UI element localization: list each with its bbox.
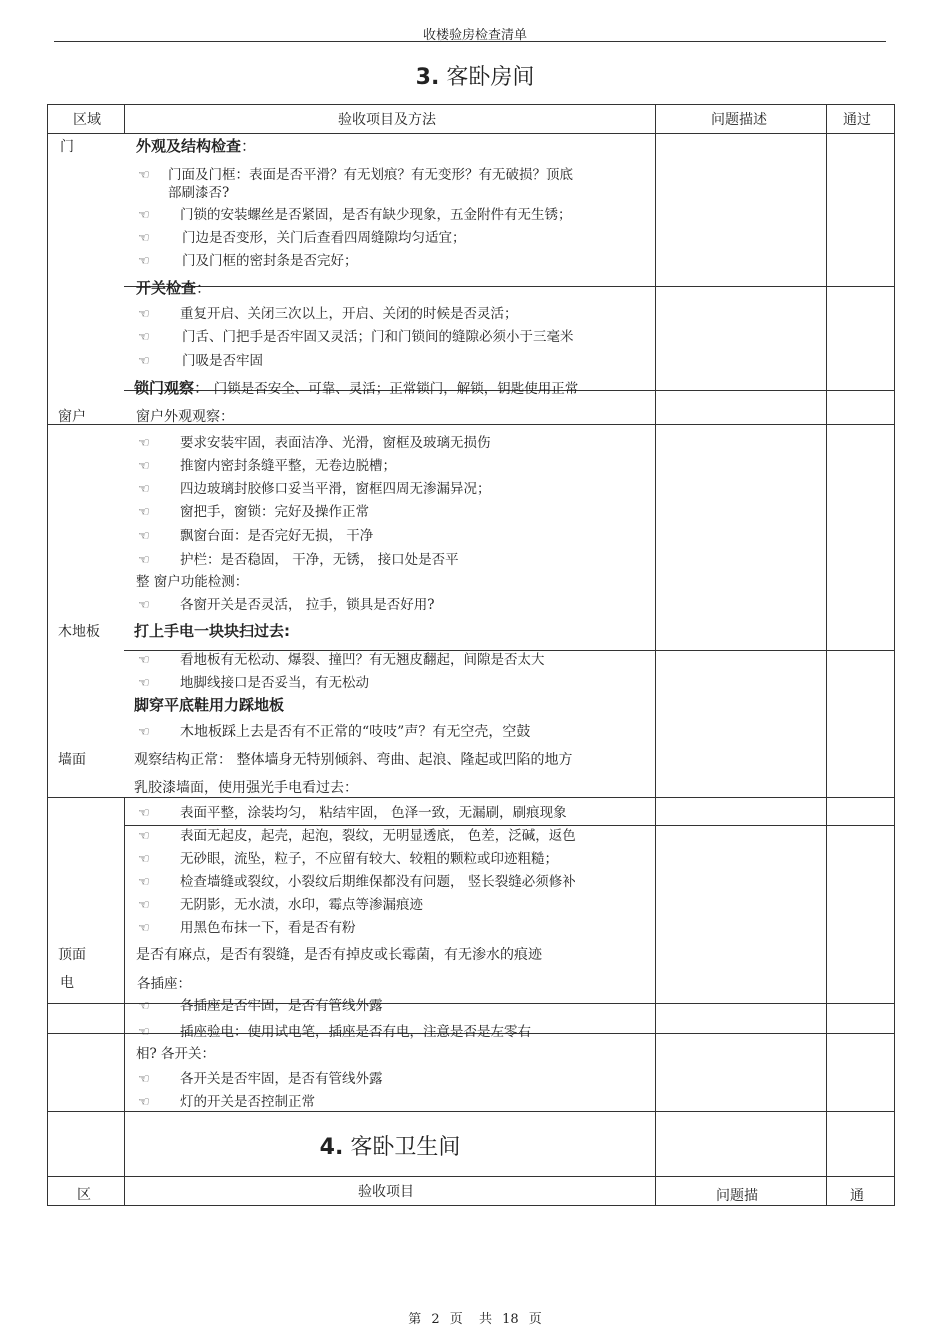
hand-pointing-icon: ☜ [138,898,150,913]
hand-pointing-icon: ☜ [138,168,150,183]
hand-pointing-icon: ☜ [138,436,150,451]
s4-col-header-issue: 问题描 [716,1188,758,1204]
header-rule [54,41,886,42]
wall-item-4: ☜ 检查墙缝或裂纹，小裂纹后期维保都没有问题， 竖长裂缝必须修补 [138,874,576,890]
wall-item-1: ☜ 表面平整，涂装均匀， 粘结牢固， 色泽一致，无漏刷，刷痕现象 [138,805,567,821]
hand-pointing-icon: ☜ [138,852,150,867]
hand-pointing-icon: ☜ [138,829,150,844]
window-item-5: ☜ 飘窗台面：是否完好无损， 干净 [138,528,374,544]
hand-pointing-icon: ☜ [138,1095,150,1110]
hand-pointing-icon: ☜ [138,307,150,322]
window-head: 窗户外观观察： [136,409,234,425]
door-item-4: ☜ 门及门框的密封条是否完好； [138,253,358,269]
door-item-1: ☜ 门面及门框：表面是否平滑？有无划痕？有无变形？有无破损？顶底 [138,167,573,183]
hand-pointing-icon: ☜ [138,330,150,345]
floor-item-2: ☜ 地脚线接口是否妥当，有无松动 [138,675,369,691]
wall-line-2: 乳胶漆墙面，使用强光手电看过去： [134,780,358,796]
page-footer: 第 2 页 共 18 页 [408,1312,542,1327]
window-func-item-1: ☜ 各窗开关是否灵活， 拉手，锁具是否好用? [138,597,435,613]
area-label-floor: 木地板 [58,624,100,640]
wall-item-6: ☜ 用黑色布抹一下，看是否有粉 [138,920,356,936]
door-switch-item-3: ☜ 门吸是否牢固 [138,353,263,369]
area-label-electric: 电 [60,975,74,991]
total-pages: 18 [502,1312,519,1327]
electric-item-2: ☜ 插座验电：使用试电笔，插座是否有电，注意是否是左零右 [138,1024,531,1040]
hand-pointing-icon: ☜ [138,231,150,246]
section3-title-text: 客卧房间 [446,65,535,90]
col-header-method: 验收项目及方法 [338,112,436,128]
electric-item-4: ☜ 灯的开关是否控制正常 [138,1094,315,1110]
electric-head-socket: 各插座： [137,976,191,992]
door-head-lock: 锁门观察： 门锁是否安全、可靠、灵活；正常锁门，解锁，钥匙使用正常 [134,379,579,397]
hand-pointing-icon: ☜ [138,505,150,520]
door-item-1-cont: 部刷漆否? [168,185,230,201]
electric-item-3: ☜ 各开关是否牢固，是否有管线外露 [138,1071,383,1087]
section3-title-number: 3. [415,65,440,90]
electric-item-1: ☜ 各插座是否牢固，是否有管线外露 [138,998,383,1014]
door-switch-item-2: ☜ 门舌、门把手是否牢固又灵活；门和门锁间的缝隙必须小于三毫米 [138,329,574,345]
hand-pointing-icon: ☜ [138,598,150,613]
hand-pointing-icon: ☜ [138,254,150,269]
col-header-pass: 通过 [843,112,871,128]
wall-item-3: ☜ 无砂眼，流坠，粒子，不应留有较大、较粗的颗粒或印迹粗糙； [138,851,558,867]
window-func-head: 整 窗户功能检测： [136,574,249,590]
hand-pointing-icon: ☜ [138,553,150,568]
door-switch-item-1: ☜ 重复开启、关闭三次以上，开启、关闭的时候是否灵活； [138,306,518,322]
document-header: 收楼验房检查清单 [422,28,527,43]
door-head-switch: 开关检查： [136,279,212,297]
door-head-appearance: 外观及结构检查： [136,137,257,155]
wall-line-1: 观察结构正常： 整体墙身无特别倾斜、弯曲、起浪、隆起或凹陷的地方 [134,752,573,768]
window-item-2: ☜ 推窗内密封条缝平整，无卷边脱槽； [138,458,396,474]
col-header-area: 区域 [73,112,101,128]
floor-item-1: ☜ 看地板有无松动、爆裂、撞凹？有无翘皮翻起，间隙是否太大 [138,652,545,668]
hand-pointing-icon: ☜ [138,676,150,691]
s4-col-header-area: 区 [77,1187,91,1203]
hand-pointing-icon: ☜ [138,482,150,497]
ceiling-line: 是否有麻点，是否有裂缝，是否有掉皮或长霉菌，有无渗水的痕迹 [136,947,542,963]
window-item-3: ☜ 四边玻璃封胶修口妥当平滑，窗框四周无渗漏异况； [138,481,491,497]
door-item-2: ☜ 门锁的安装螺丝是否紧固，是否有缺少现象，五金附件有无生锈； [138,207,572,223]
hand-pointing-icon: ☜ [138,1072,150,1087]
hand-pointing-icon: ☜ [138,653,150,668]
window-item-4: ☜ 窗把手，窗锁：完好及操作正常 [138,504,369,520]
hand-pointing-icon: ☜ [138,354,150,369]
wall-item-5: ☜ 无阴影，无水渍，水印，霉点等渗漏痕迹 [138,897,423,913]
section4-title-text: 客卧卫生间 [350,1135,461,1160]
s4-col-header-pass: 通 [850,1188,864,1204]
hand-pointing-icon: ☜ [138,459,150,474]
hand-pointing-icon: ☜ [138,999,150,1014]
electric-head-switch: 相? 各开关： [136,1046,216,1062]
area-label-window: 窗户 [58,409,86,425]
section4-title-number: 4. [319,1135,344,1160]
s4-col-header-method: 验收项目 [358,1184,414,1200]
hand-pointing-icon: ☜ [138,875,150,890]
section3-title [0,60,950,91]
section4-title [125,1130,655,1161]
hand-pointing-icon: ☜ [138,529,150,544]
area-label-door: 门 [60,139,74,155]
hand-pointing-icon: ☜ [138,806,150,821]
hand-pointing-icon: ☜ [138,208,150,223]
hand-pointing-icon: ☜ [138,725,150,740]
hand-pointing-icon: ☜ [138,1025,150,1040]
current-page: 2 [431,1312,440,1327]
window-item-1: ☜ 要求安装牢固，表面洁净、光滑，窗框及玻璃无损伤 [138,435,491,451]
window-item-6: ☜ 护栏：是否稳固， 干净，无锈， 接口处是否平 [138,552,459,568]
hand-pointing-icon: ☜ [138,921,150,936]
floor-head-step: 脚穿平底鞋用力踩地板 [134,696,285,714]
wall-item-2: ☜ 表面无起皮，起壳，起泡，裂纹，无明显透底， 色差，泛碱，返色 [138,828,576,844]
area-label-wall: 墙面 [58,752,86,768]
col-header-issue: 问题描述 [711,112,767,128]
floor-head-flashlight: 打上手电一块块扫过去: [134,622,290,640]
area-label-ceiling: 顶面 [58,947,86,963]
door-item-3: ☜ 门边是否变形，关门后查看四周缝隙均匀适宜； [138,230,466,246]
floor-item-3: ☜ 木地板踩上去是否有不正常的“吱吱”声？有无空壳，空鼓 [138,724,531,740]
